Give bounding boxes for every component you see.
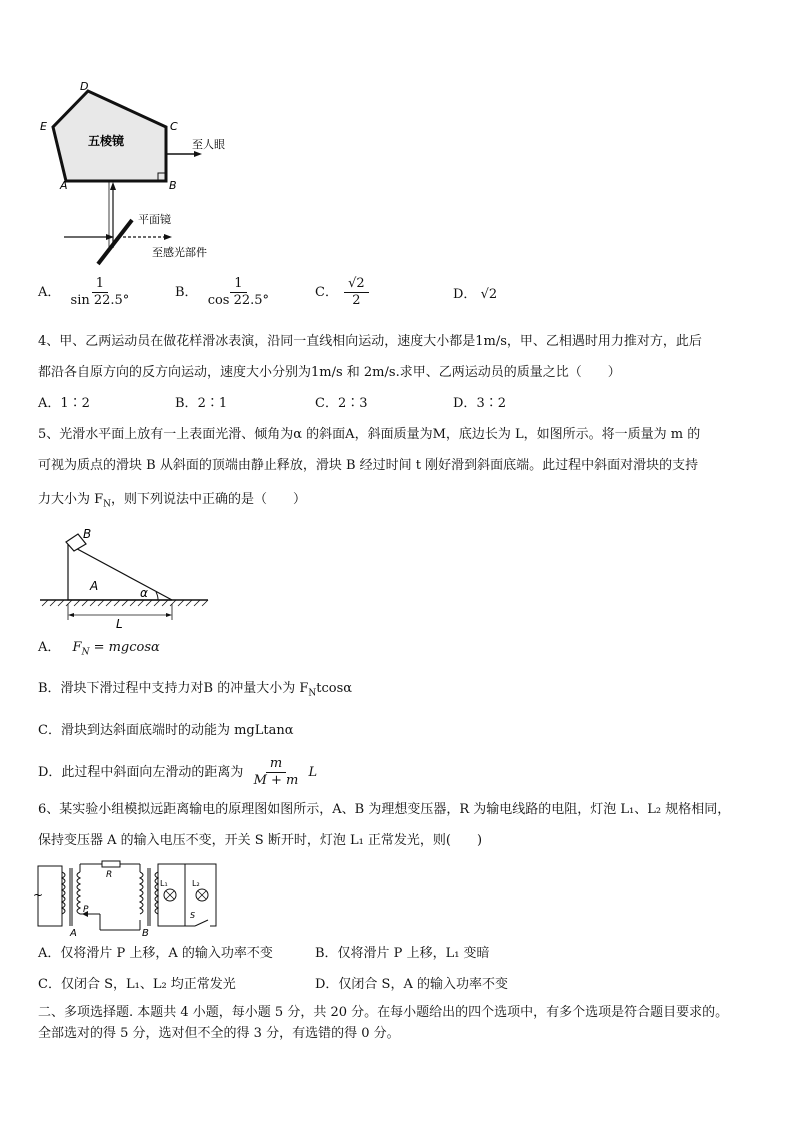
to-eye-label: 至人眼 [192,138,225,151]
q4-line-2: 都沿各自原方向的反方向运动，速度大小分别为1m/s 和 2m/s.求甲、乙两运动员的质量之比（ ） [38,365,621,380]
q3-option-d [453,285,497,305]
option-a-math: F [72,640,82,655]
option-letter: D． [453,396,477,411]
numerator: 1 [92,276,108,293]
q4-option-d [453,394,506,414]
incline-figure [36,522,216,632]
plane-mirror-label: 平面镜 [138,213,171,226]
label-a: A [90,579,99,593]
vertex-b: B [169,179,177,192]
vertex-e: E [40,120,47,133]
q3-option-a [38,276,135,309]
fraction [250,756,303,789]
q5-option-c: C．滑块到达斜面底端时的动能为 mgLtanα [38,723,294,738]
q5-line-1: 5、光滑水平面上放有一上表面光滑、倾角为α 的斜面A，斜面质量为M，底边长为 L，如图所示。将一质量为 m 的 [38,427,701,442]
option-text: 1∶2 [60,396,90,411]
option-letter: A． [38,396,61,411]
label-l: L [116,617,123,631]
option-rest: L [308,765,318,780]
circuit-figure [30,858,225,938]
q5-option-b [38,679,352,704]
q4-option-c [315,394,368,414]
vertex-c: C [170,120,178,133]
vertex-d: D [80,80,89,93]
section-2-line-2: 全部选对的得 5 分，选对但不全的得 3 分，有选错的得 0 分。 [38,1026,400,1041]
label-r: R [106,870,113,880]
q6-line-1: 6、某实验小组模拟远距离输电的原理图如图所示，A、B 为理想变压器，R 为输电线路的电阻，灯泡 L₁、L₂ 规格相同， [38,802,731,817]
q5-option-d [38,756,317,789]
q4-option-a [38,394,90,414]
label-s: S [190,911,196,920]
option-rest: tcosα [316,681,353,696]
option-text: 2∶3 [337,396,368,411]
label-transformer-b: B [142,928,149,938]
label-alpha: α [140,586,148,600]
option-a-rest: = mgcosα [89,640,160,655]
q5-line-2: 可视为质点的滑块 B 从斜面的顶端由静止释放，滑块 B 经过时间 t 刚好滑到斜面底端。此过程中斜面对滑块的支持 [38,458,699,473]
fraction [67,276,134,309]
denominator: sin 22.5° [70,293,130,308]
option-letter: C． [315,285,338,300]
q3-option-c [315,276,371,309]
incline-shape [68,544,172,600]
q6-line-2: 保持变压器 A 的输入电压不变，开关 S 断开时，灯泡 L₁ 正常发光，则( ) [38,833,483,848]
subscript: N [103,499,112,510]
option-letter: A． [38,285,61,300]
option-text: 3∶2 [476,396,506,411]
label-l2: L₂ [192,879,200,888]
label-transformer-a: A [70,928,77,938]
option-text: 2∶1 [197,396,228,411]
vertex-a: A [60,179,68,192]
label-l1: L₁ [160,879,168,888]
option-letter: D． [453,287,477,302]
fraction [204,276,273,309]
numerator: √2 [344,276,369,293]
pentaprism-figure [36,78,256,283]
q6-option-a: A．仅将滑片 P 上移，A 的输入功率不变 [38,946,273,961]
q5-line-3 [38,490,768,515]
q5-option-a [38,638,160,663]
q4-line-1: 4、甲、乙两运动员在做花样滑冰表演，沿同一直线相向运动，速度大小都是1m/s，甲、乙相遇时用力推对方，此后 [38,334,702,349]
option-text: B．滑块下滑过程中支持力对B 的冲量大小为 F [38,681,309,696]
resistor-r [102,861,120,867]
denominator: cos 22.5° [207,293,270,308]
q5-line-3-rest: ，则下列说法中正确的是（ ） [111,492,307,507]
q5-line-3-text: 力大小为 F [38,492,104,507]
q6-option-d: D．仅闭合 S，A 的输入功率不变 [315,977,508,992]
numerator: 1 [230,276,246,293]
label-p: P [83,905,89,915]
q6-option-b: B．仅将滑片 P 上移，L₁ 变暗 [315,946,490,961]
q3-option-b [175,276,275,309]
to-sensor-label: 至感光部件 [152,246,207,259]
ac-source-icon: ~ [33,888,44,902]
subscript: N [81,647,90,658]
option-letter: B． [175,285,198,300]
subscript: N [308,688,317,699]
option-letter: A． [38,640,61,655]
option-text: √2 [480,287,498,302]
denominator: M + m [253,773,299,788]
prism-label: 五棱镜 [88,134,125,148]
denominator: 2 [352,293,361,308]
option-letter: C． [315,396,338,411]
fraction [344,276,369,309]
option-letter: B． [175,396,198,411]
label-b: B [83,527,92,541]
section-2-line-1: 二、多项选择题. 本题共 4 小题，每小题 5 分，共 20 分。在每小题给出的四个选项中，有多个选项是符合题目要求的。 [38,1005,729,1020]
option-text: D．此过程中斜面向左滑动的距离为 [38,765,244,780]
numerator: m [266,756,286,773]
q4-option-b [175,394,227,414]
q6-option-c: C．仅闭合 S，L₁、L₂ 均正常发光 [38,977,236,992]
